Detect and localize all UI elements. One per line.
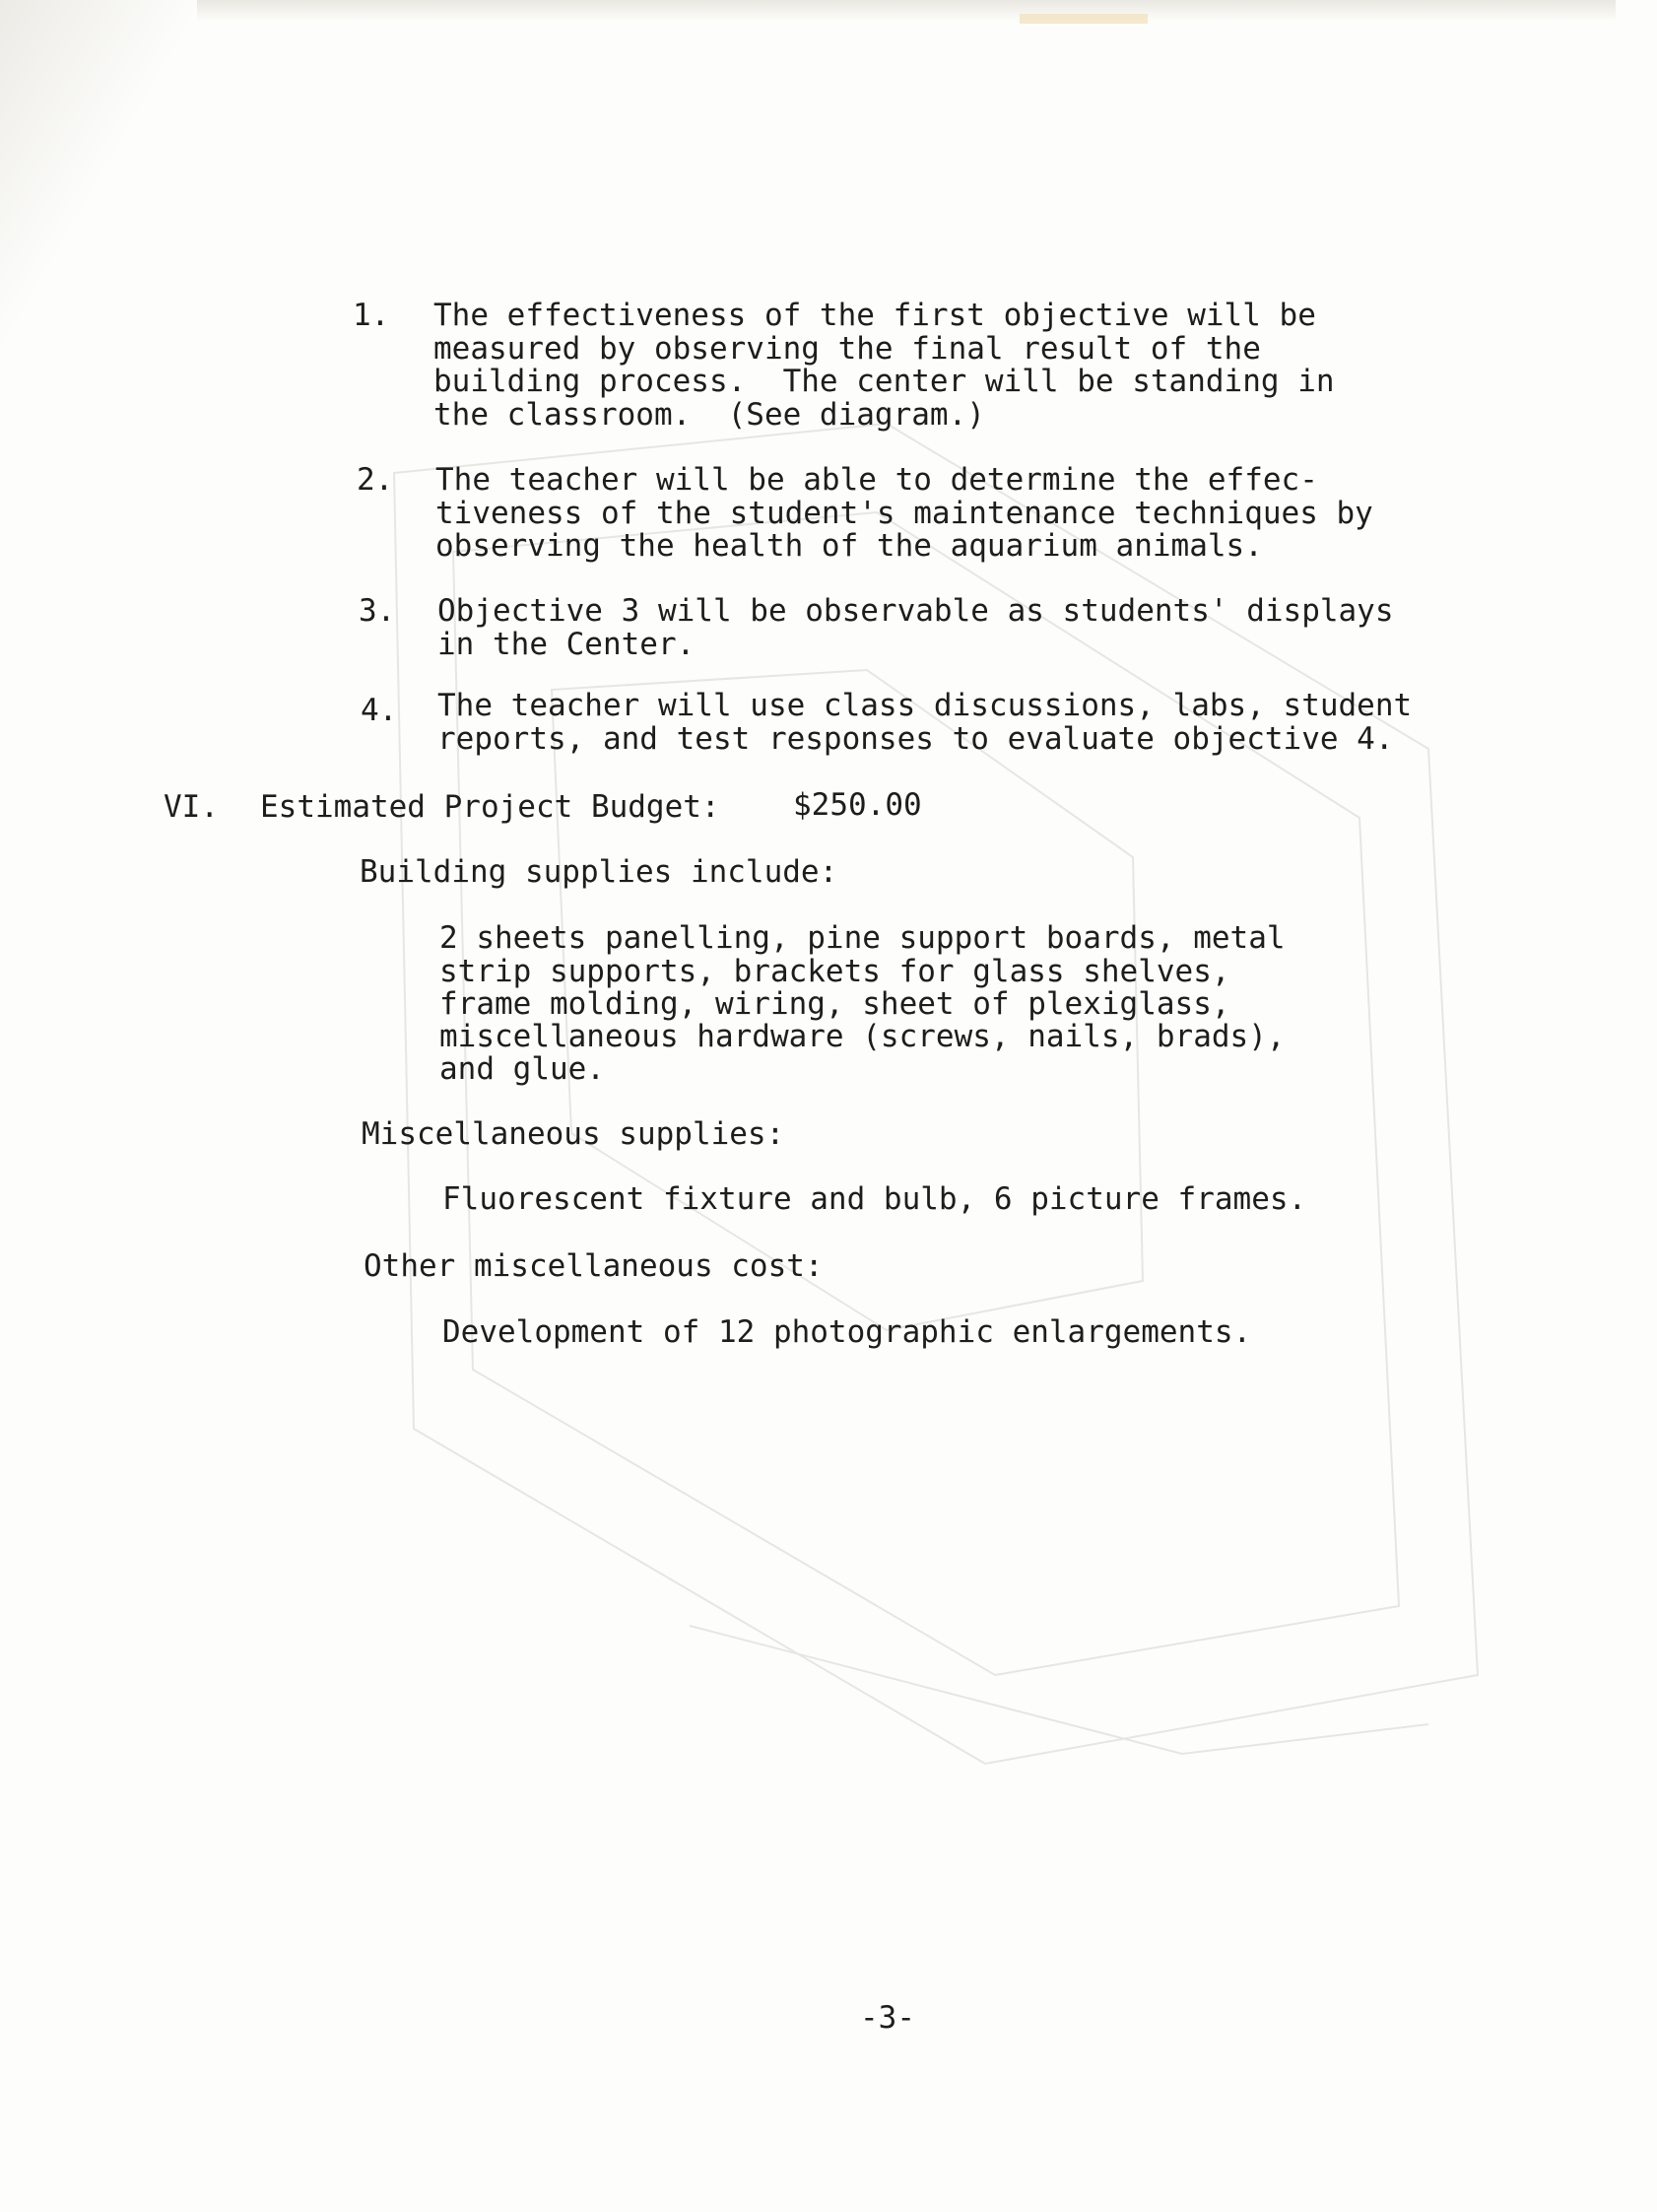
item-1-line-4: the classroom. (See diagram.)	[433, 397, 985, 433]
item-3-line-1: Objective 3 will be observable as students' displays	[437, 593, 1394, 629]
other-cost-text: Development of 12 photographic enlargements.	[442, 1314, 1252, 1350]
item-1-line-3: building process. The center will be standing in	[433, 364, 1335, 399]
item-3-line-2: in the Center.	[437, 627, 696, 662]
item-2-line-3: observing the health of the aquarium animals.	[435, 528, 1263, 564]
budget-amount: $250.00	[793, 787, 922, 823]
item-3-number: 3.	[359, 593, 396, 629]
item-1-line-1: The effectiveness of the first objective will be	[433, 298, 1316, 333]
section-numeral: VI.	[164, 789, 219, 825]
building-supplies-line-1: 2 sheets panelling, pine support boards, metal	[439, 920, 1286, 956]
item-4-line-1: The teacher will use class discussions, labs, student	[437, 688, 1413, 723]
item-1-number: 1.	[353, 298, 390, 333]
building-supplies-heading: Building supplies include:	[360, 854, 838, 890]
item-4-number: 4.	[361, 693, 398, 728]
item-2-line-1: The teacher will be able to determine the effec-	[435, 462, 1318, 498]
building-supplies-line-2: strip supports, brackets for glass shelves,	[439, 954, 1230, 989]
building-supplies-line-4: miscellaneous hardware (screws, nails, brads),	[439, 1019, 1286, 1054]
item-2-number: 2.	[357, 462, 394, 498]
building-supplies-line-3: frame molding, wiring, sheet of plexiglass,	[439, 986, 1230, 1022]
item-1-line-2: measured by observing the final result of the	[433, 331, 1261, 367]
item-4-line-2: reports, and test responses to evaluate objective 4.	[437, 721, 1394, 757]
misc-supplies-heading: Miscellaneous supplies:	[362, 1116, 785, 1152]
item-2-line-2: tiveness of the student's maintenance techniques by	[435, 496, 1373, 531]
building-supplies-line-5: and glue.	[439, 1051, 605, 1087]
section-title: Estimated Project Budget:	[260, 789, 720, 825]
page-number: -3-	[860, 2000, 915, 2036]
misc-supplies-text: Fluorescent fixture and bulb, 6 picture frames.	[442, 1181, 1307, 1217]
other-cost-heading: Other miscellaneous cost:	[364, 1248, 824, 1284]
